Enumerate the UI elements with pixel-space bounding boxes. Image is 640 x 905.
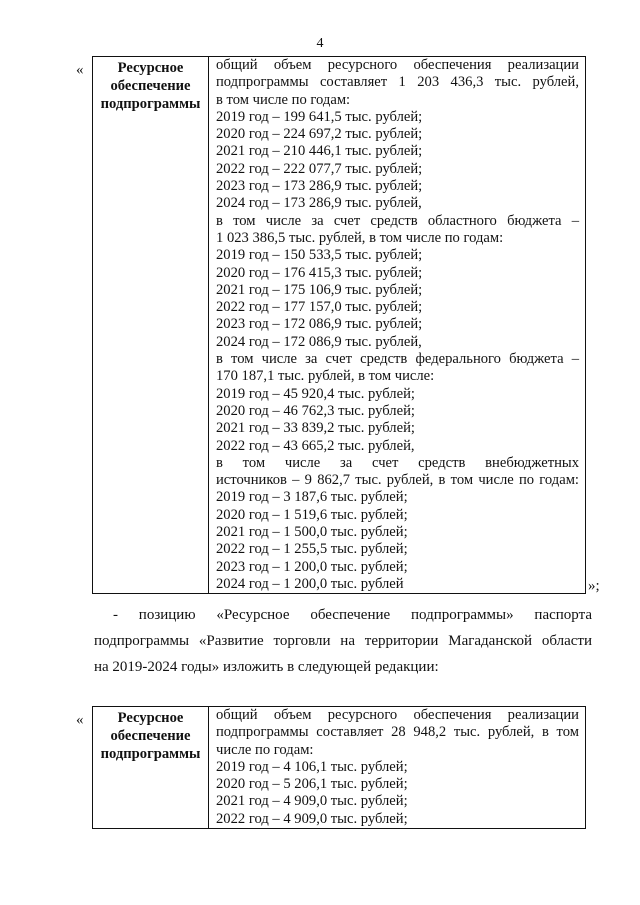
detail-line: 2020 год – 5 206,1 тыс. рублей; bbox=[216, 776, 408, 793]
detail-line: 2020 год – 1 519,6 тыс. рублей; bbox=[216, 506, 408, 523]
detail-line: в том числе за счет средств областного бюджета – bbox=[216, 212, 579, 229]
detail-line: 2019 год – 4 106,1 тыс. рублей; bbox=[216, 758, 408, 775]
label-line: Ресурсное bbox=[117, 710, 184, 726]
detail-line: подпрограммы составляет 1 203 436,3 тыс. рублей, bbox=[216, 74, 579, 91]
resource-table-2 bbox=[92, 706, 586, 829]
detail-line: 2021 год – 175 106,9 тыс. рублей; bbox=[216, 281, 423, 298]
detail-line: 2020 год – 46 762,3 тыс. рублей; bbox=[216, 402, 415, 419]
resource-details-2 bbox=[209, 707, 586, 829]
detail-line: 2019 год – 150 533,5 тыс. рублей; bbox=[216, 247, 423, 264]
quote-close-1: »; bbox=[588, 578, 600, 594]
detail-line: общий объем ресурсного обеспечения реализации bbox=[216, 57, 579, 73]
detail-line: 2024 год – 172 086,9 тыс. рублей, bbox=[216, 333, 422, 350]
detail-line: 2024 год – 173 286,9 тыс. рублей, bbox=[216, 195, 422, 212]
label-line: Ресурсное bbox=[117, 60, 184, 76]
detail-line: 2022 год – 177 157,0 тыс. рублей; bbox=[216, 299, 423, 316]
resource-label-2 bbox=[93, 707, 209, 829]
detail-line: числе по годам: bbox=[216, 741, 314, 758]
detail-line: 2023 год – 172 086,9 тыс. рублей; bbox=[216, 316, 423, 333]
detail-line: 2019 год – 199 641,5 тыс. рублей; bbox=[216, 108, 423, 125]
detail-line: 2024 год – 1 200,0 тыс. рублей bbox=[216, 575, 404, 592]
paragraph-line: - позицию «Ресурсное обеспечение подпрограммы» паспорта bbox=[113, 607, 592, 623]
label-line: обеспечение bbox=[110, 728, 191, 744]
detail-line: 2020 год – 176 415,3 тыс. рублей; bbox=[216, 264, 423, 281]
detail-line: 2023 год – 173 286,9 тыс. рублей; bbox=[216, 178, 423, 195]
detail-line: 2019 год – 45 920,4 тыс. рублей; bbox=[216, 385, 415, 402]
detail-line: 2021 год – 33 839,2 тыс. рублей; bbox=[216, 420, 415, 437]
detail-line: 2019 год – 3 187,6 тыс. рублей; bbox=[216, 489, 408, 506]
page-number: 4 bbox=[316, 36, 324, 51]
detail-line: 2022 год – 1 255,5 тыс. рублей; bbox=[216, 541, 408, 558]
detail-line: 2022 год – 222 077,7 тыс. рублей; bbox=[216, 160, 423, 177]
paragraph-line: подпрограммы «Развитие торговли на территории Магаданской области bbox=[94, 633, 592, 649]
quote-open-1: « bbox=[76, 62, 84, 78]
detail-line: в том числе за счет средств внебюджетных bbox=[216, 454, 579, 471]
resource-details-1 bbox=[209, 57, 586, 594]
instruction-paragraph bbox=[94, 602, 592, 680]
quote-open-2: « bbox=[76, 712, 84, 728]
detail-line: 2020 год – 224 697,2 тыс. рублей; bbox=[216, 126, 423, 143]
paragraph-line: на 2019-2024 годы» изложить в следующей редакции: bbox=[94, 659, 439, 675]
label-line: подпрограммы bbox=[100, 746, 201, 762]
detail-line: общий объем ресурсного обеспечения реализации bbox=[216, 707, 579, 723]
detail-line: 2021 год – 210 446,1 тыс. рублей; bbox=[216, 143, 423, 160]
detail-line: в том числе по годам: bbox=[216, 91, 351, 108]
detail-line: 2023 год – 1 200,0 тыс. рублей; bbox=[216, 558, 408, 575]
detail-line: 2021 год – 1 500,0 тыс. рублей; bbox=[216, 524, 408, 541]
detail-line: подпрограммы составляет 28 948,2 тыс. рублей, в том bbox=[216, 724, 579, 741]
detail-line: 2022 год – 43 665,2 тыс. рублей, bbox=[216, 437, 415, 454]
resource-label-1 bbox=[93, 57, 209, 594]
label-line: обеспечение bbox=[110, 78, 191, 94]
label-line: подпрограммы bbox=[100, 96, 201, 112]
detail-line: 1 023 386,5 тыс. рублей, в том числе по годам: bbox=[216, 229, 504, 246]
detail-line: в том числе за счет средств федерального бюджета – bbox=[216, 351, 579, 368]
detail-line: 170 187,1 тыс. рублей, в том числе: bbox=[216, 368, 435, 385]
detail-line: источников – 9 862,7 тыс. рублей, в том числе по годам: bbox=[216, 472, 579, 489]
detail-line: 2021 год – 4 909,0 тыс. рублей; bbox=[216, 793, 408, 810]
detail-line: 2022 год – 4 909,0 тыс. рублей; bbox=[216, 810, 408, 827]
resource-table-1 bbox=[92, 56, 586, 594]
